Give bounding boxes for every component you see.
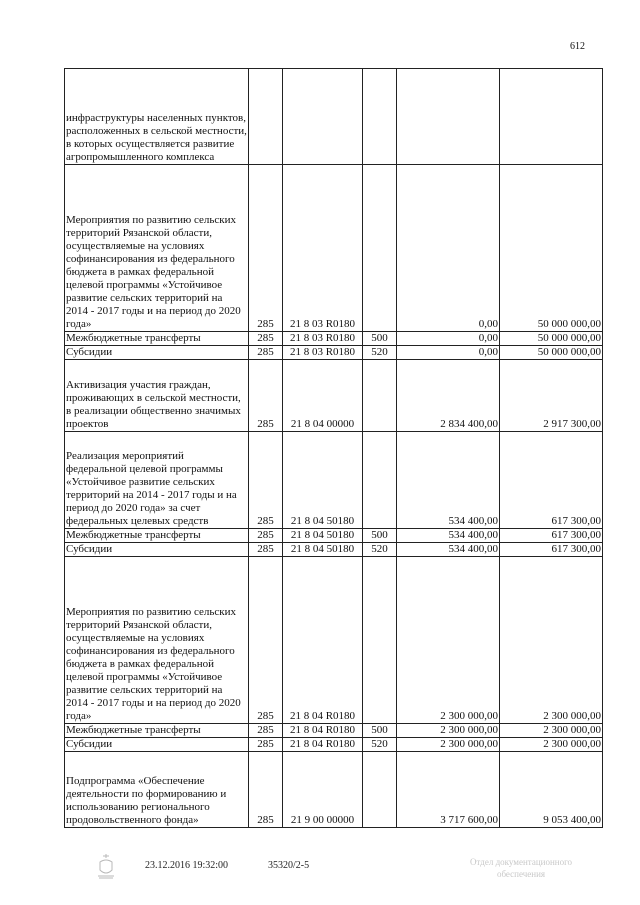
row-vr-code: 520: [363, 738, 397, 752]
department-stamp: [452, 856, 590, 880]
row-vr-code: [363, 752, 397, 828]
row-csr-code: 21 8 03 R0180: [283, 332, 363, 346]
row-amount-2017: 617 300,00: [500, 529, 603, 543]
row-vr-code: [363, 69, 397, 165]
row-ved-code: 285: [249, 752, 283, 828]
row-csr-code: 21 8 04 50180: [283, 432, 363, 529]
row-csr-code: [283, 69, 363, 165]
row-name: Межбюджетные трансферты: [65, 332, 249, 346]
row-name: Субсидии: [65, 738, 249, 752]
row-amount-2017: 617 300,00: [500, 543, 603, 557]
row-csr-code: 21 8 04 R0180: [283, 724, 363, 738]
row-amount-2017: 50 000 000,00: [500, 346, 603, 360]
row-name: инфраструктуры населенных пунктов, расположенных в сельской местности, в которых осуществляется развитие агропромышленного комплекса: [65, 69, 249, 165]
document-code: 35320/2-5: [268, 860, 310, 871]
row-vr-code: 520: [363, 346, 397, 360]
row-amount-2016: 534 400,00: [397, 432, 500, 529]
row-vr-code: 500: [363, 529, 397, 543]
row-vr-code: [363, 165, 397, 332]
emblem-icon: [95, 852, 117, 880]
department-stamp-line2: обеспечения: [496, 869, 546, 879]
row-csr-code: 21 9 00 00000: [283, 752, 363, 828]
row-amount-2017: 2 300 000,00: [500, 724, 603, 738]
row-amount-2017: [500, 69, 603, 165]
department-stamp-line1: Отдел документационного: [469, 857, 573, 867]
row-name: Мероприятия по развитию сельских территорий Рязанской области, осуществляемые на условиях софинансирования из федерального бюджета в рамках федеральной целевой программы «Устойчивое развитие сельских территорий на 2014 - 2017 годы и на период до 2020 года»: [65, 165, 249, 332]
row-name: Субсидии: [65, 346, 249, 360]
row-amount-2016: 2 300 000,00: [397, 738, 500, 752]
row-amount-2017: 2 917 300,00: [500, 360, 603, 432]
row-vr-code: 520: [363, 543, 397, 557]
row-amount-2017: 2 300 000,00: [500, 738, 603, 752]
row-name: Подпрограмма «Обеспечение деятельности по формированию и использованию регионального продовольственного фонда»: [65, 752, 249, 828]
row-ved-code: 285: [249, 724, 283, 738]
row-ved-code: 285: [249, 557, 283, 724]
row-amount-2017: 50 000 000,00: [500, 165, 603, 332]
row-vr-code: [363, 557, 397, 724]
table-row: [65, 724, 603, 738]
row-amount-2016: 2 300 000,00: [397, 724, 500, 738]
row-csr-code: 21 8 04 00000: [283, 360, 363, 432]
row-ved-code: 285: [249, 738, 283, 752]
row-ved-code: 285: [249, 332, 283, 346]
table-row: [65, 738, 603, 752]
row-name: Реализация мероприятий федеральной целевой программы «Устойчивое развитие сельских территорий на 2014 - 2017 годы и на период до 2020 года» за счет федеральных целевых средств: [65, 432, 249, 529]
table-row: [65, 432, 603, 529]
row-name: Активизация участия граждан, проживающих в сельской местности, в реализации общественно значимых проектов: [65, 360, 249, 432]
row-ved-code: [249, 69, 283, 165]
row-ved-code: 285: [249, 432, 283, 529]
table-row: [65, 360, 603, 432]
row-amount-2017: 617 300,00: [500, 432, 603, 529]
budget-table: [64, 68, 603, 828]
row-vr-code: [363, 360, 397, 432]
print-datetime: 23.12.2016 19:32:00: [145, 860, 229, 871]
row-csr-code: 21 8 04 R0180: [283, 557, 363, 724]
table-row: [65, 332, 603, 346]
row-amount-2017: 2 300 000,00: [500, 557, 603, 724]
row-amount-2016: 0,00: [397, 332, 500, 346]
table-row: [65, 346, 603, 360]
row-amount-2016: 534 400,00: [397, 529, 500, 543]
row-name: Межбюджетные трансферты: [65, 724, 249, 738]
row-ved-code: 285: [249, 346, 283, 360]
row-csr-code: 21 8 04 50180: [283, 529, 363, 543]
row-amount-2016: 0,00: [397, 346, 500, 360]
row-ved-code: 285: [249, 543, 283, 557]
table-row: [65, 543, 603, 557]
row-amount-2016: 2 834 400,00: [397, 360, 500, 432]
row-csr-code: 21 8 03 R0180: [283, 346, 363, 360]
row-amount-2016: 0,00: [397, 165, 500, 332]
row-amount-2017: 50 000 000,00: [500, 332, 603, 346]
row-vr-code: 500: [363, 332, 397, 346]
row-ved-code: 285: [249, 360, 283, 432]
row-csr-code: 21 8 04 R0180: [283, 738, 363, 752]
table-row: [65, 752, 603, 828]
row-name: Мероприятия по развитию сельских территорий Рязанской области, осуществляемые на условиях софинансирования из федерального бюджета в рамках федеральной целевой программы «Устойчивое развитие сельских территорий на 2014 - 2017 годы и на период до 2020 года»: [65, 557, 249, 724]
row-name: Субсидии: [65, 543, 249, 557]
row-amount-2017: 9 053 400,00: [500, 752, 603, 828]
row-csr-code: 21 8 04 50180: [283, 543, 363, 557]
page-number: 612: [570, 41, 585, 52]
row-name: Межбюджетные трансферты: [65, 529, 249, 543]
row-amount-2016: 2 300 000,00: [397, 557, 500, 724]
row-csr-code: 21 8 03 R0180: [283, 165, 363, 332]
table-row: [65, 69, 603, 165]
row-vr-code: 500: [363, 724, 397, 738]
row-ved-code: 285: [249, 529, 283, 543]
row-amount-2016: [397, 69, 500, 165]
row-amount-2016: 534 400,00: [397, 543, 500, 557]
row-vr-code: [363, 432, 397, 529]
table-row: [65, 557, 603, 724]
table-row: [65, 165, 603, 332]
row-ved-code: 285: [249, 165, 283, 332]
row-amount-2016: 3 717 600,00: [397, 752, 500, 828]
table-row: [65, 529, 603, 543]
